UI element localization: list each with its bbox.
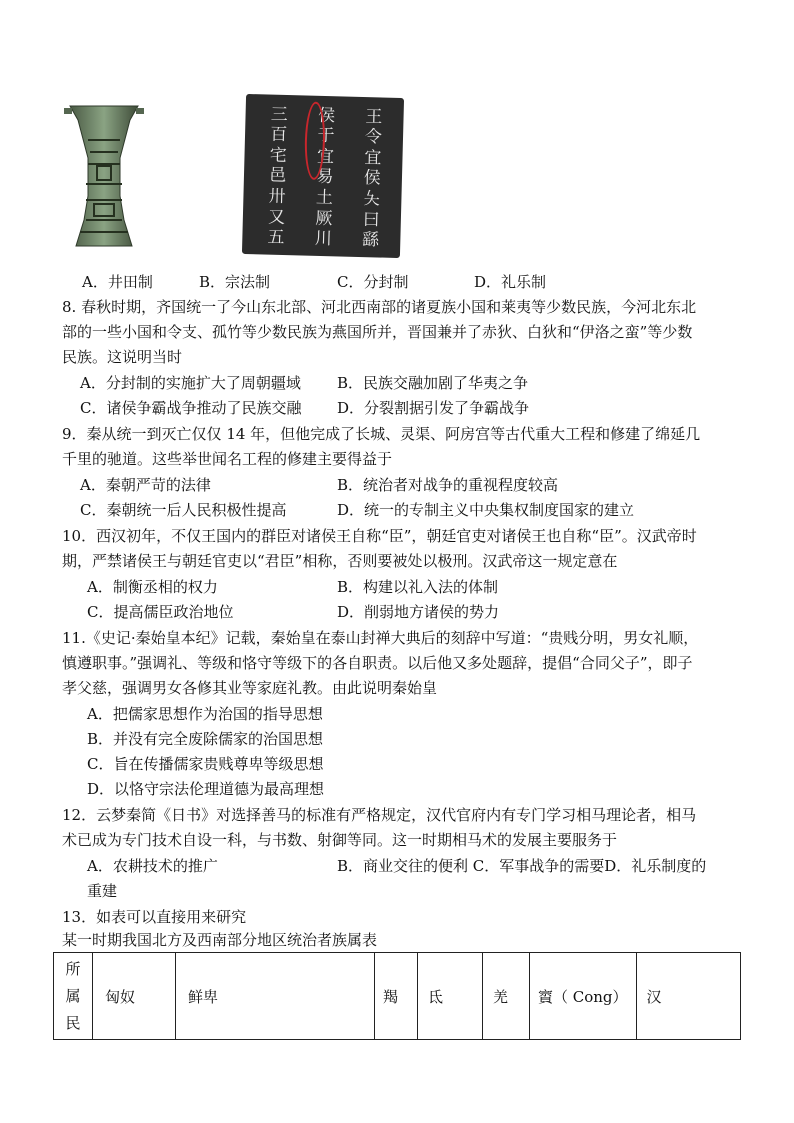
table-cell-xiongnu: 匈奴 — [93, 953, 176, 1040]
q10-stem-line-1: 10．西汉初年，不仅王国内的群臣对诸侯王自称“臣”，朝廷官吏对诸侯王也自称“臣”。汉武帝时 — [62, 527, 697, 545]
table-cell-jie: 羯 — [375, 953, 418, 1040]
inscription-glyph: 于 — [313, 126, 334, 144]
q11-stem-line-1: 11.《史记·秦始皇本纪》记载，秦始皇在泰山封禅大典后的刻辞中写道：“贵贱分明，男女礼顺， — [62, 629, 699, 647]
q9-option-d[interactable]: D．统一的专制主义中央集权制度国家的建立 — [337, 501, 635, 519]
q8-stem-line-3: 民族。这说明当时 — [62, 348, 183, 366]
inscription-glyph: 繇 — [357, 230, 379, 248]
inscription-glyph: 易 — [312, 167, 333, 185]
q8-option-a[interactable]: A．分封制的实施扩大了周朝疆域 — [80, 374, 301, 392]
q12-option-wrap: 重建 — [87, 882, 118, 900]
inscription-glyph: 厥 — [311, 208, 332, 226]
bronze-inscription-rubbing-image — [242, 94, 404, 258]
inscription-glyph: 宜 — [360, 147, 381, 166]
header-line: 民 — [65, 1013, 81, 1032]
q8-option-c[interactable]: C．诸侯争霸战争推动了民族交融 — [80, 399, 302, 417]
q11-stem-line-3: 孝父慈，强调男女各修其业等家庭礼教。由此说明秦始皇 — [62, 679, 438, 697]
table-cell-xianbei: 鲜卑 — [176, 953, 375, 1040]
q11-option-d[interactable]: D．以恪守宗法伦理道德为最高理想 — [87, 780, 325, 798]
inscription-glyph: 侯 — [359, 168, 381, 186]
q7-option-d[interactable]: D．礼乐制 — [474, 273, 547, 291]
q12-stem-line-2: 术已成为专门技术自设一科，与书数、射御等同。这一时期相马术的发展主要服务于 — [62, 831, 618, 849]
table-cell-cong: 賨（ Cong） — [530, 953, 637, 1040]
header-line: 所 — [65, 959, 81, 978]
q11-option-a[interactable]: A．把儒家思想作为治国的指导思想 — [87, 705, 323, 723]
header-line: 属 — [65, 986, 81, 1005]
q9-option-b[interactable]: B．统治者对战争的重视程度较高 — [337, 476, 559, 494]
q11-option-c[interactable]: C．旨在传播儒家贵贱尊卑等级思想 — [87, 755, 324, 773]
q8-option-b[interactable]: B．民族交融加剧了华夷之争 — [337, 374, 529, 392]
q10-option-b[interactable]: B．构建以礼入法的体制 — [337, 578, 499, 596]
q8-stem-line-2: 部的一些小国和令支、孤竹等少数民族为燕国所并，晋国兼并了赤狄、白狄和“伊洛之蛮”等少数 — [62, 323, 693, 341]
q9-stem-line-1: 9．秦从统一到灭亡仅仅 14 年，但他完成了长城、灵渠、阿房宫等古代重大工程和修建了绵延几 — [62, 425, 701, 443]
q11-stem-line-2: 慎遵职事。”强调礼、等级和恪守等级下的各自职责。以后他又多处题辞，提倡“合同父子”，即子 — [62, 654, 693, 672]
q10-stem-line-2: 期，严禁诸侯王与朝廷官吏以“君臣”相称，否则要被处以极刑。汉武帝这一规定意在 — [62, 552, 618, 570]
q9-option-c[interactable]: C．秦朝统一后人民积极性提高 — [80, 501, 287, 519]
inscription-glyph: 川 — [310, 228, 332, 247]
inscription-glyph: 侯 — [313, 105, 335, 124]
inscription-glyph: 百 — [266, 124, 287, 143]
bronze-vessel-image — [64, 100, 144, 250]
inscription-glyph: 三 — [266, 104, 288, 122]
q12-option-a[interactable]: A．农耕技术的推广 — [87, 857, 218, 875]
q13-stem: 13．如表可以直接用来研究 — [62, 908, 247, 926]
inscription-glyph: 土 — [311, 187, 333, 206]
q9-stem-line-2: 千里的驰道。这些举世闻名工程的修建主要得益于 — [62, 450, 393, 468]
q9-option-a[interactable]: A．秦朝严苛的法律 — [80, 476, 211, 494]
table-cell-han: 汉 — [636, 953, 740, 1040]
table-title: 某一时期我国北方及西南部分地区统治者族属表 — [62, 931, 378, 949]
q8-stem-line-1: 8. 春秋时期，齐国统一了今山东北部、河北西南部的诸夏族小国和莱夷等少数民族，今河北东北 — [62, 298, 697, 316]
q10-option-a[interactable]: A．制衡丞相的权力 — [87, 578, 218, 596]
q7-option-a[interactable]: A．井田制 — [82, 273, 153, 291]
table-cell-di: 氐 — [418, 953, 483, 1040]
inscription-glyph: 宅 — [265, 145, 286, 163]
table-header-cell — [54, 953, 93, 1040]
q7-option-c[interactable]: C．分封制 — [337, 273, 409, 291]
q7-option-b[interactable]: B．宗法制 — [199, 273, 271, 291]
inscription-glyph: 五 — [263, 227, 284, 246]
inscription-glyph: 宜 — [312, 146, 334, 165]
inscription-glyph: 邑 — [264, 165, 286, 184]
inscription-glyph: 王 — [361, 106, 382, 125]
table-cell-qiang: 羌 — [483, 953, 530, 1040]
q8-option-d[interactable]: D．分裂割据引发了争霸战争 — [337, 399, 530, 417]
inscription-glyph: 曰 — [358, 209, 379, 228]
inscription-glyph: 夨 — [359, 189, 380, 207]
q10-option-d[interactable]: D．削弱地方诸侯的势力 — [337, 603, 500, 621]
q12-stem-line-1: 12．云梦秦简《日书》对选择善马的标准有严格规定，汉代官府内有专门学习相马理论者，相马 — [62, 806, 697, 824]
q12-option-bcd[interactable]: B．商业交往的便利 C．军事战争的需要D．礼乐制度的 — [337, 857, 707, 875]
inscription-glyph: 卅 — [264, 186, 285, 205]
inscription-glyph: 令 — [360, 127, 382, 145]
q10-option-c[interactable]: C．提高儒臣政治地位 — [87, 603, 234, 621]
table-row — [54, 953, 741, 1040]
ethnic-rulers-table — [53, 952, 741, 1040]
inscription-glyph: 又 — [263, 207, 285, 225]
q11-option-b[interactable]: B．并没有完全废除儒家的治国思想 — [87, 730, 324, 748]
